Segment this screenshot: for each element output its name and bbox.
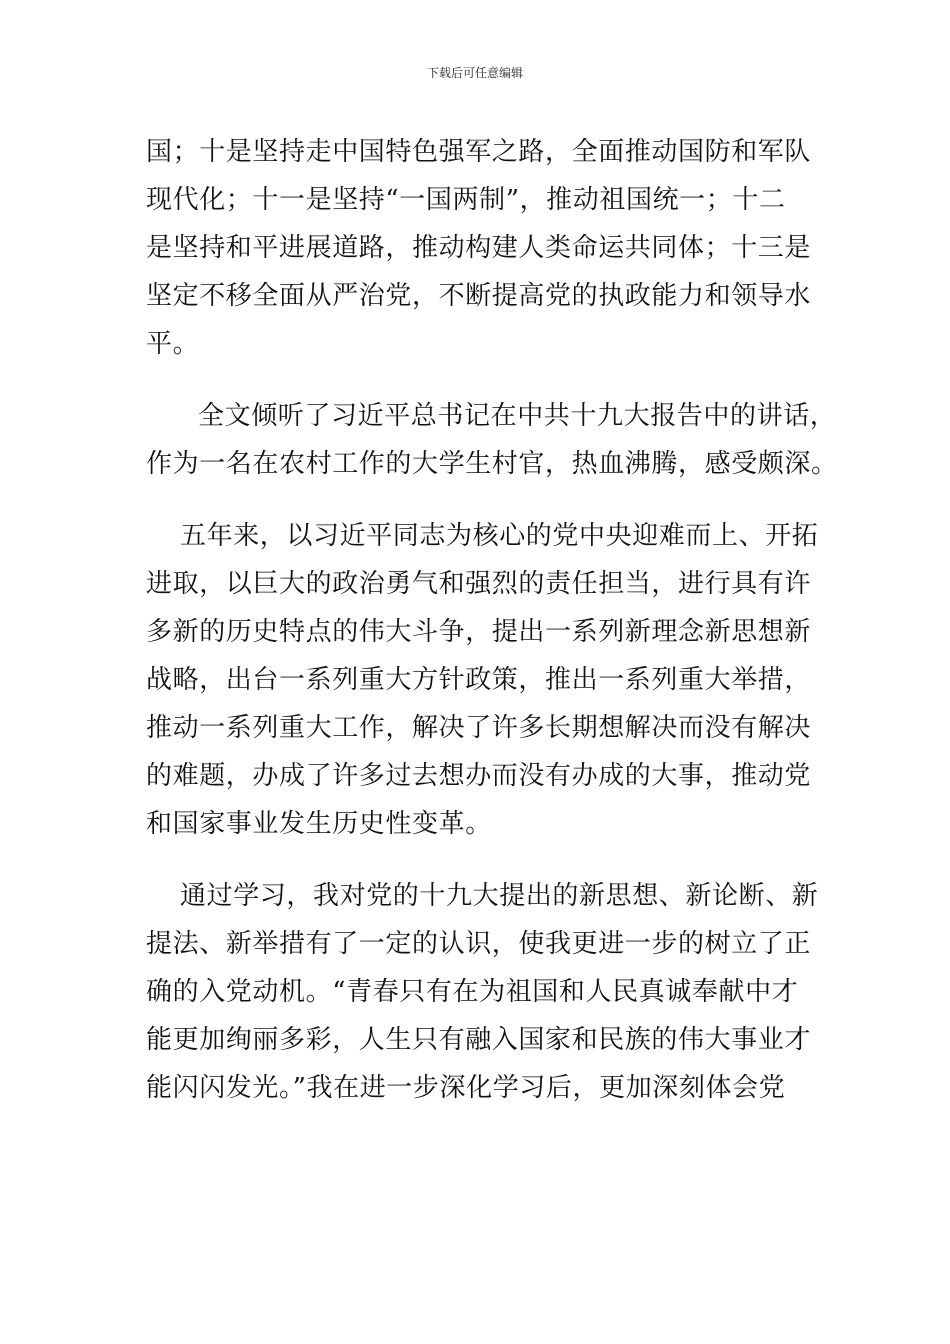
text-line: 能闪闪发光。”我在进一步深化学习后，更加深刻体会党	[146, 1073, 786, 1103]
paragraph	[146, 392, 838, 488]
text-line: 通过学习，我对党的十九大提出的新思想、新论断、新	[180, 881, 819, 911]
text-line: 的难题，办成了许多过去想办而没有办成的大事，推动党	[146, 761, 812, 791]
text-line: 多新的历史特点的伟大斗争，提出一系列新理念新思想新	[146, 617, 812, 647]
page-header: 下载后可任意编辑	[426, 66, 523, 80]
text-line: 提法、新举措有了一定的认识，使我更进一步的树立了正	[146, 929, 812, 959]
text-line: 现代化；十一是坚持“一国两制”，推动祖国统一；十二	[146, 185, 786, 215]
document-body	[146, 128, 838, 1112]
text-line: 进取，以巨大的政治勇气和强烈的责任担当，进行具有许	[146, 569, 812, 599]
paragraph	[146, 512, 819, 848]
text-line: 能更加绚丽多彩，人生只有融入国家和民族的伟大事业才	[146, 1025, 812, 1055]
text-line: 确的入党动机。“青春只有在为祖国和人民真诚奉献中才	[146, 977, 799, 1007]
text-line: 战略，出台一系列重大方针政策，推出一系列重大举措，	[146, 665, 812, 695]
paragraph	[146, 872, 819, 1112]
text-line: 和国家事业发生历史性变革。	[146, 809, 492, 839]
text-line: 推动一系列重大工作，解决了许多长期想解决而没有解决	[146, 713, 812, 743]
text-line: 坚定不移全面从严治党，不断提高党的执政能力和领导水	[146, 281, 812, 311]
paragraph	[146, 128, 812, 368]
text-line: 全文倾听了习近平总书记在中共十九大报告中的讲话，	[198, 401, 837, 431]
text-line: 作为一名在农村工作的大学生村官，热血沸腾，感受颇深。	[146, 449, 838, 479]
text-line: 是坚持和平进展道路，推动构建人类命运共同体；十三是	[146, 233, 812, 263]
text-line: 五年来，以习近平同志为核心的党中央迎难而上、开拓	[180, 521, 819, 551]
text-line: 国；十是坚持走中国特色强军之路，全面推动国防和军队	[146, 137, 812, 167]
text-line: 平。	[146, 329, 200, 359]
